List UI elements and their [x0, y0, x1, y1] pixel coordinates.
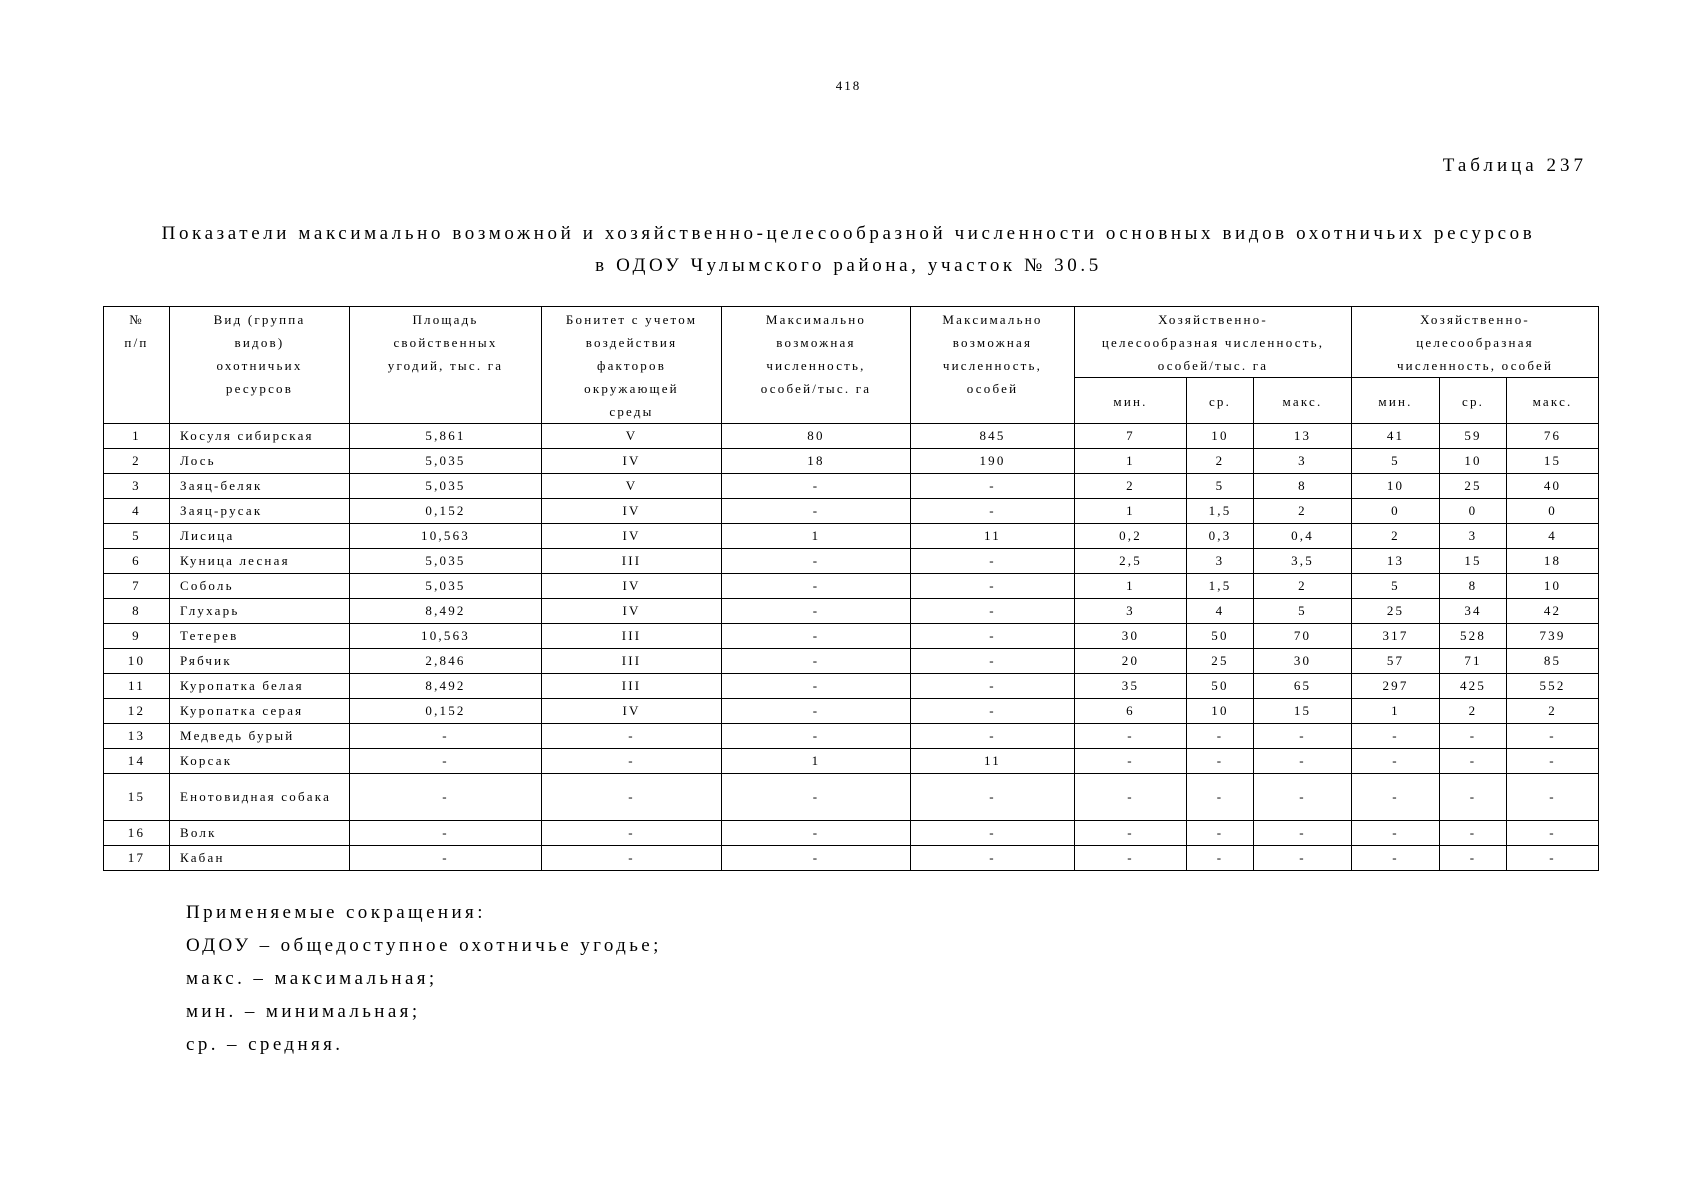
table-cell: 71: [1440, 649, 1507, 674]
species-cell: Куропатка белая: [170, 674, 350, 699]
table-cell: 0,2: [1075, 524, 1187, 549]
header-avg: ср.: [1187, 378, 1254, 424]
table-cell: III: [542, 549, 722, 574]
table-cell: 2,846: [350, 649, 542, 674]
table-cell: 18: [1507, 549, 1599, 574]
table-row: [104, 574, 1599, 599]
table-cell: 8: [104, 599, 170, 624]
table-cell: 30: [1254, 649, 1352, 674]
table-cell: 11: [911, 524, 1075, 549]
header-line: Максимально: [942, 312, 1043, 327]
species-cell: Заяц-беляк: [170, 474, 350, 499]
table-cell: 70: [1254, 624, 1352, 649]
table-cell: 15: [1254, 699, 1352, 724]
table-cell: 85: [1507, 649, 1599, 674]
header-line: охотничьих: [216, 358, 303, 373]
table-cell: -: [911, 499, 1075, 524]
table-cell: 8,492: [350, 674, 542, 699]
table-cell: -: [1075, 846, 1187, 871]
table-cell: -: [1352, 774, 1440, 821]
table-cell: -: [1075, 724, 1187, 749]
table-cell: -: [722, 474, 911, 499]
table-cell: 25: [1440, 474, 1507, 499]
species-cell: Глухарь: [170, 599, 350, 624]
species-cell: Лисица: [170, 524, 350, 549]
table-cell: -: [1507, 724, 1599, 749]
table-cell: -: [1254, 724, 1352, 749]
header-line: численность, особей: [1396, 358, 1554, 373]
header-line: видов): [234, 335, 285, 350]
table-cell: 25: [1187, 649, 1254, 674]
table-cell: -: [1507, 749, 1599, 774]
table-label: Таблица 237: [1442, 155, 1587, 176]
species-cell: Корсак: [170, 749, 350, 774]
title-line: Показатели максимально возможной и хозяйственно-целесообразной численности основных видов охотничьих ресурсов: [161, 223, 1536, 244]
table-cell: 6: [104, 549, 170, 574]
table-cell: -: [911, 649, 1075, 674]
table-cell: 739: [1507, 624, 1599, 649]
table-row: [104, 499, 1599, 524]
document-title: [100, 218, 1597, 282]
table-cell: 50: [1187, 624, 1254, 649]
table-cell: -: [1075, 821, 1187, 846]
table-cell: -: [542, 749, 722, 774]
header-line: Хозяйственно-: [1158, 312, 1268, 327]
table-row: [104, 524, 1599, 549]
table-cell: -: [911, 549, 1075, 574]
table-cell: 10,563: [350, 624, 542, 649]
header-max: макс.: [1507, 378, 1599, 424]
table-cell: 3,5: [1254, 549, 1352, 574]
table-cell: 0: [1440, 499, 1507, 524]
table-cell: 65: [1254, 674, 1352, 699]
table-cell: V: [542, 424, 722, 449]
table-cell: 80: [722, 424, 911, 449]
header-line: Площадь: [412, 312, 479, 327]
table-cell: -: [722, 599, 911, 624]
table-cell: 30: [1075, 624, 1187, 649]
table-cell: -: [1440, 846, 1507, 871]
table-cell: 13: [1352, 549, 1440, 574]
species-cell: Рябчик: [170, 649, 350, 674]
table-cell: 10,563: [350, 524, 542, 549]
table-cell: 5: [1187, 474, 1254, 499]
table-cell: -: [722, 724, 911, 749]
table-cell: 4: [104, 499, 170, 524]
species-cell: Волк: [170, 821, 350, 846]
table-cell: 8: [1254, 474, 1352, 499]
table-cell: -: [1254, 774, 1352, 821]
table-cell: 2: [1352, 524, 1440, 549]
table-cell: 552: [1507, 674, 1599, 699]
table-cell: 17: [104, 846, 170, 871]
table-cell: 1: [1075, 449, 1187, 474]
header-bonitet: [542, 307, 722, 424]
table-cell: 50: [1187, 674, 1254, 699]
header-line: целесообразная: [1416, 335, 1534, 350]
table-row: [104, 549, 1599, 574]
table-cell: -: [1187, 749, 1254, 774]
header-line: п/п: [124, 335, 149, 350]
header-line: Бонитет с учетом: [565, 312, 698, 327]
table-cell: 10: [1187, 699, 1254, 724]
table-cell: 16: [104, 821, 170, 846]
table-cell: 0: [1507, 499, 1599, 524]
table-cell: -: [911, 724, 1075, 749]
table-cell: -: [1352, 821, 1440, 846]
abbreviations-heading: Применяемые сокращения:: [186, 902, 486, 923]
header-line: ресурсов: [225, 381, 294, 396]
table-cell: -: [1254, 749, 1352, 774]
table-cell: -: [350, 749, 542, 774]
table-row: [104, 749, 1599, 774]
table-cell: 9: [104, 624, 170, 649]
table-row: [104, 724, 1599, 749]
table-row: [104, 699, 1599, 724]
table-cell: 13: [1254, 424, 1352, 449]
header-line: угодий, тыс. га: [387, 358, 504, 373]
table-cell: 3: [104, 474, 170, 499]
table-cell: 10: [1440, 449, 1507, 474]
table-cell: 2,5: [1075, 549, 1187, 574]
table-cell: III: [542, 624, 722, 649]
table-cell: 12: [104, 699, 170, 724]
title-line: в ОДОУ Чулымского района, участок № 30.5: [595, 255, 1102, 276]
table-cell: -: [1254, 846, 1352, 871]
table-cell: -: [722, 574, 911, 599]
table-cell: 317: [1352, 624, 1440, 649]
table-cell: IV: [542, 524, 722, 549]
header-max-density: [722, 307, 911, 424]
table-cell: 5: [1254, 599, 1352, 624]
header-species: [170, 307, 350, 424]
table-cell: 1: [722, 749, 911, 774]
table-cell: 2: [1254, 499, 1352, 524]
table-cell: -: [1440, 749, 1507, 774]
table-cell: 3: [1440, 524, 1507, 549]
table-cell: 18: [722, 449, 911, 474]
table-cell: -: [1440, 724, 1507, 749]
table-cell: -: [911, 624, 1075, 649]
table-cell: 0,152: [350, 499, 542, 524]
table-cell: 8: [1440, 574, 1507, 599]
abbreviations-block: [186, 896, 662, 1061]
table-cell: 5,035: [350, 449, 542, 474]
table-cell: 57: [1352, 649, 1440, 674]
table-cell: -: [722, 846, 911, 871]
table-cell: -: [911, 574, 1075, 599]
header-number: [104, 307, 170, 424]
table-cell: 5: [1352, 449, 1440, 474]
table-cell: 11: [911, 749, 1075, 774]
species-cell: Соболь: [170, 574, 350, 599]
table-cell: 15: [1507, 449, 1599, 474]
table-cell: 76: [1507, 424, 1599, 449]
table-cell: -: [1352, 724, 1440, 749]
table-cell: -: [350, 846, 542, 871]
table-cell: 0,3: [1187, 524, 1254, 549]
table-cell: -: [911, 774, 1075, 821]
header-line: свойственных: [393, 335, 498, 350]
table-cell: 7: [1075, 424, 1187, 449]
header-line: Хозяйственно-: [1420, 312, 1530, 327]
table-cell: -: [722, 549, 911, 574]
table-cell: 190: [911, 449, 1075, 474]
table-cell: V: [542, 474, 722, 499]
table-cell: 0,4: [1254, 524, 1352, 549]
table-cell: 20: [1075, 649, 1187, 674]
table-cell: 3: [1254, 449, 1352, 474]
table-cell: 0: [1352, 499, 1440, 524]
table-cell: 42: [1507, 599, 1599, 624]
table-row: [104, 821, 1599, 846]
table-row: [104, 449, 1599, 474]
table-cell: 10: [104, 649, 170, 674]
table-cell: 35: [1075, 674, 1187, 699]
abbreviation-item: макс. – максимальная;: [186, 968, 438, 989]
table-cell: -: [1507, 846, 1599, 871]
table-cell: 1: [1075, 574, 1187, 599]
table-cell: 13: [104, 724, 170, 749]
table-cell: -: [542, 846, 722, 871]
table-cell: -: [542, 724, 722, 749]
table-cell: -: [722, 821, 911, 846]
header-line: окружающей: [584, 381, 679, 396]
header-min: мин.: [1352, 378, 1440, 424]
table-row: [104, 774, 1599, 821]
table-cell: 1: [722, 524, 911, 549]
species-cell: Косуля сибирская: [170, 424, 350, 449]
table-cell: 59: [1440, 424, 1507, 449]
table-cell: 0,152: [350, 699, 542, 724]
table-cell: -: [1352, 749, 1440, 774]
table-cell: 10: [1507, 574, 1599, 599]
table-cell: 6: [1075, 699, 1187, 724]
header-line: возможная: [952, 335, 1033, 350]
header-min: мин.: [1075, 378, 1187, 424]
table-row: [104, 424, 1599, 449]
header-line: Максимально: [765, 312, 867, 327]
table-cell: -: [722, 699, 911, 724]
table-cell: -: [542, 821, 722, 846]
table-cell: III: [542, 649, 722, 674]
species-cell: Заяц-русак: [170, 499, 350, 524]
table-cell: -: [911, 821, 1075, 846]
table-cell: 3: [1075, 599, 1187, 624]
table-row: [104, 846, 1599, 871]
table-cell: 5: [104, 524, 170, 549]
table-cell: -: [1440, 821, 1507, 846]
table-row: [104, 674, 1599, 699]
header-line: особей/тыс. га: [760, 381, 872, 396]
table-cell: 2: [1440, 699, 1507, 724]
species-cell: Тетерев: [170, 624, 350, 649]
table-cell: -: [350, 774, 542, 821]
table-cell: 34: [1440, 599, 1507, 624]
table-cell: -: [542, 774, 722, 821]
data-table: [103, 306, 1599, 871]
table-cell: 5,035: [350, 574, 542, 599]
table-cell: 3: [1187, 549, 1254, 574]
table-cell: -: [722, 624, 911, 649]
table-cell: -: [1507, 821, 1599, 846]
table-cell: 11: [104, 674, 170, 699]
table-cell: -: [911, 846, 1075, 871]
table-cell: III: [542, 674, 722, 699]
table-cell: IV: [542, 599, 722, 624]
header-max-count: [911, 307, 1075, 424]
table-cell: IV: [542, 449, 722, 474]
header-line: воздействия: [585, 335, 678, 350]
table-cell: -: [911, 699, 1075, 724]
table-cell: -: [1507, 774, 1599, 821]
table-cell: IV: [542, 574, 722, 599]
table-cell: IV: [542, 499, 722, 524]
header-max: макс.: [1254, 378, 1352, 424]
table-cell: 4: [1187, 599, 1254, 624]
table-cell: 15: [1440, 549, 1507, 574]
species-cell: Медведь бурый: [170, 724, 350, 749]
table-cell: -: [1187, 821, 1254, 846]
table-row: [104, 649, 1599, 674]
header-line: численность,: [942, 358, 1043, 373]
table-cell: -: [1187, 724, 1254, 749]
table-cell: -: [350, 724, 542, 749]
table-cell: 5,861: [350, 424, 542, 449]
table-cell: 7: [104, 574, 170, 599]
species-cell: Кабан: [170, 846, 350, 871]
table-cell: IV: [542, 699, 722, 724]
table-cell: 2: [1075, 474, 1187, 499]
abbreviation-item: мин. – минимальная;: [186, 1001, 421, 1022]
table-cell: 10: [1187, 424, 1254, 449]
species-cell: Куница лесная: [170, 549, 350, 574]
table-cell: 1: [1075, 499, 1187, 524]
table-row: [104, 474, 1599, 499]
table-cell: 1,5: [1187, 499, 1254, 524]
table-cell: 2: [104, 449, 170, 474]
table-cell: 25: [1352, 599, 1440, 624]
header-line: факторов: [596, 358, 667, 373]
abbreviation-item: ОДОУ – общедоступное охотничье угодье;: [186, 935, 662, 956]
table-cell: 1: [104, 424, 170, 449]
table-row: [104, 599, 1599, 624]
table-cell: -: [1075, 774, 1187, 821]
table-cell: -: [722, 499, 911, 524]
table-cell: 425: [1440, 674, 1507, 699]
table-cell: 14: [104, 749, 170, 774]
table-cell: -: [722, 774, 911, 821]
header-line: целесообразная численность,: [1101, 335, 1325, 350]
table-cell: -: [722, 649, 911, 674]
table-cell: 2: [1254, 574, 1352, 599]
header-line: особей/тыс. га: [1157, 358, 1269, 373]
header-line: численность,: [766, 358, 866, 373]
table-cell: 40: [1507, 474, 1599, 499]
table-cell: -: [1187, 774, 1254, 821]
table-cell: -: [1187, 846, 1254, 871]
header-line: Вид (группа: [213, 312, 306, 327]
species-cell: Енотовидная собака: [170, 774, 350, 821]
table-cell: 845: [911, 424, 1075, 449]
table-cell: 10: [1352, 474, 1440, 499]
header-avg: ср.: [1440, 378, 1507, 424]
table-cell: 1: [1352, 699, 1440, 724]
table-cell: 15: [104, 774, 170, 821]
header-eco-count: [1352, 307, 1599, 378]
table-cell: 528: [1440, 624, 1507, 649]
table-cell: -: [911, 474, 1075, 499]
table-cell: 4: [1507, 524, 1599, 549]
table-body: [104, 424, 1599, 871]
abbreviation-item: ср. – средняя.: [186, 1034, 344, 1055]
table-cell: 2: [1187, 449, 1254, 474]
table-cell: -: [1075, 749, 1187, 774]
table-cell: 297: [1352, 674, 1440, 699]
table-cell: 5,035: [350, 549, 542, 574]
header-line: возможная: [776, 335, 856, 350]
table-cell: -: [1254, 821, 1352, 846]
header-eco-density: [1075, 307, 1352, 378]
species-cell: Куропатка серая: [170, 699, 350, 724]
table-cell: 41: [1352, 424, 1440, 449]
table-cell: 2: [1507, 699, 1599, 724]
table-row: [104, 624, 1599, 649]
table-cell: 1,5: [1187, 574, 1254, 599]
table-cell: -: [911, 599, 1075, 624]
table-cell: -: [1352, 846, 1440, 871]
table-cell: 8,492: [350, 599, 542, 624]
table-cell: 5,035: [350, 474, 542, 499]
header-area: [350, 307, 542, 424]
header-line: особей: [966, 381, 1019, 396]
page-number: 418: [835, 78, 862, 93]
header-line: среды: [609, 404, 654, 419]
header-line: №: [129, 312, 144, 327]
table-cell: 5: [1352, 574, 1440, 599]
table-cell: -: [1440, 774, 1507, 821]
table-cell: -: [722, 674, 911, 699]
species-cell: Лось: [170, 449, 350, 474]
table-cell: -: [350, 821, 542, 846]
table-cell: -: [911, 674, 1075, 699]
